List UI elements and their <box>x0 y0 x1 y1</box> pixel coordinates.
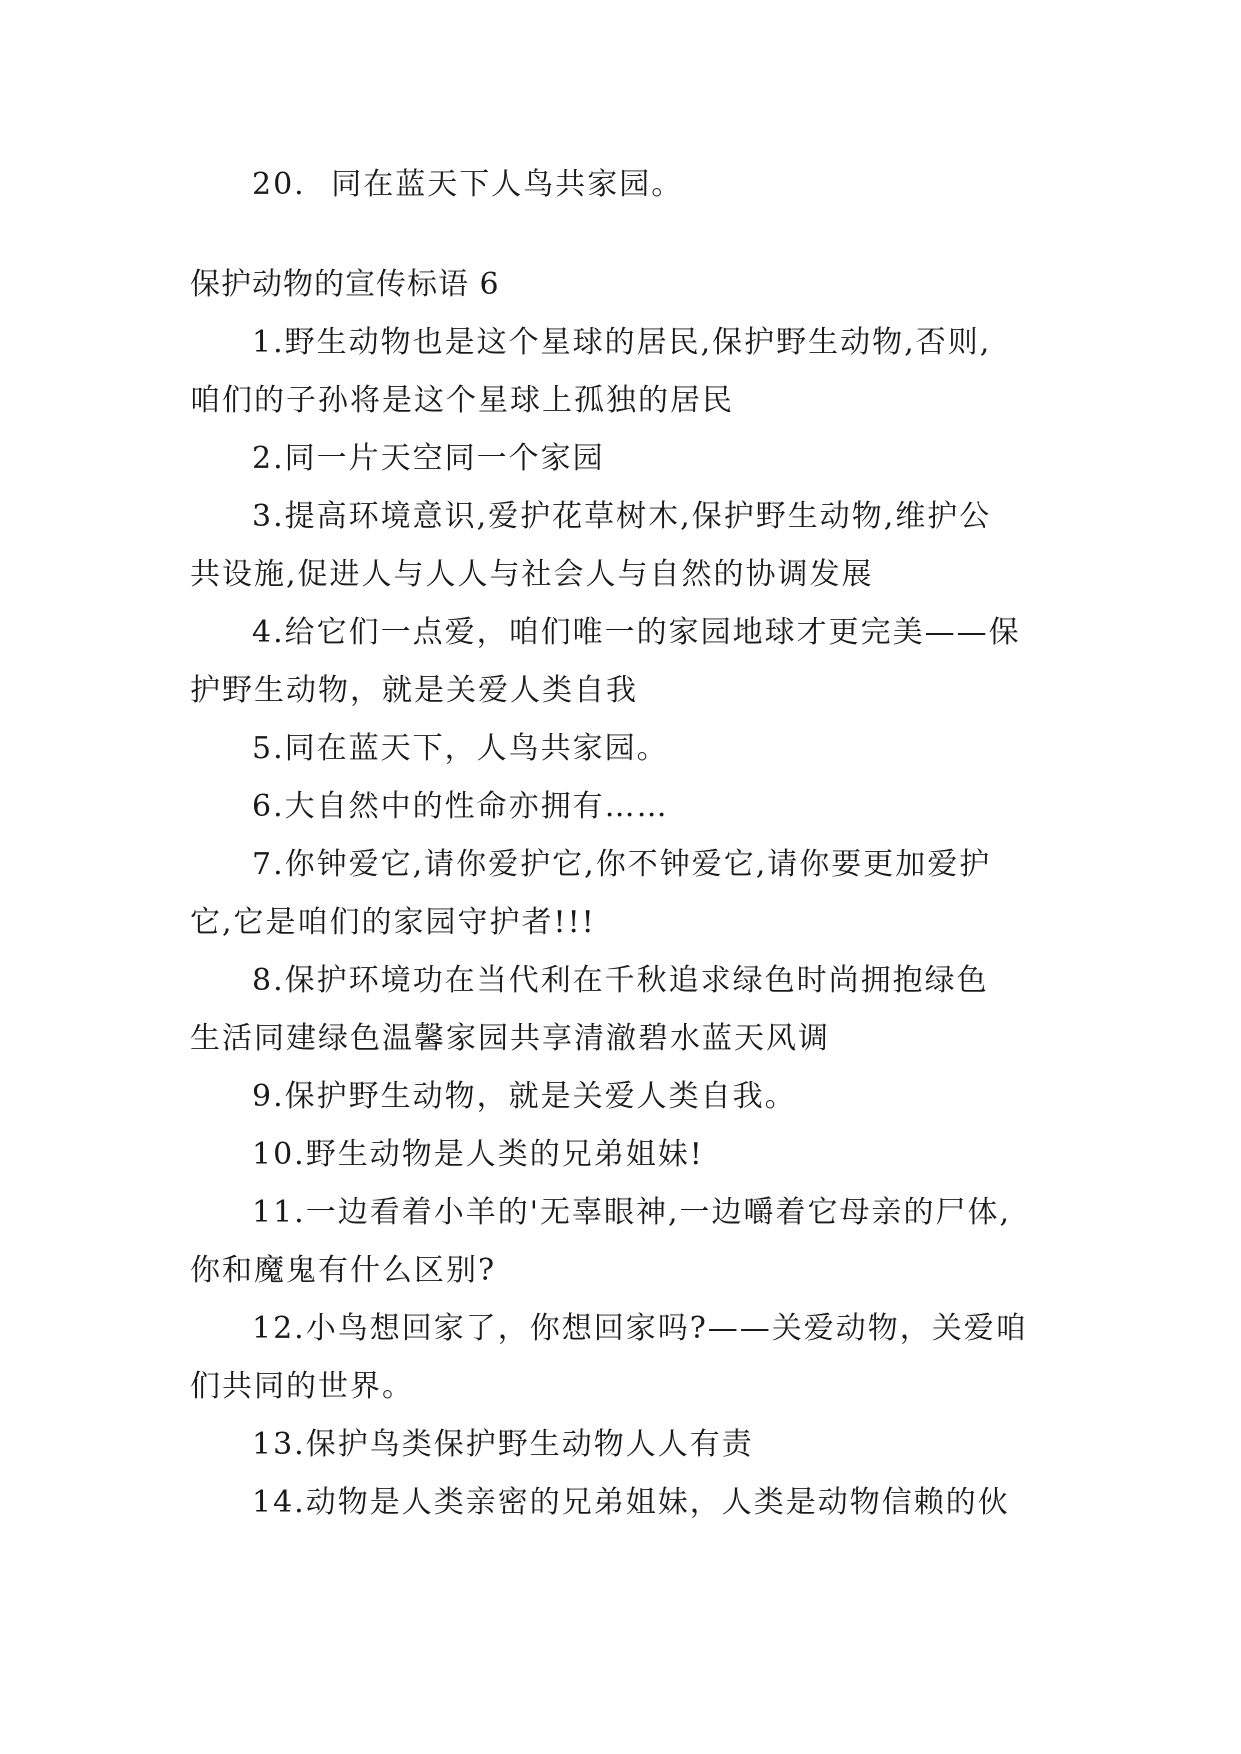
list-item-11-line-2: 你和魔鬼有什么区别? <box>190 1253 497 1288</box>
item-text: 同在蓝天下人鸟共家园。 <box>331 167 684 202</box>
list-item-3-line-1: 3.提高环境意识,爱护花草树木,保护野生动物,维护公 <box>252 499 992 534</box>
list-item-6-line-1: 6.大自然中的性命亦拥有…… <box>252 789 669 824</box>
section-heading: 保护动物的宣传标语 6 <box>190 267 500 302</box>
list-item-13-line-1: 13.保护鸟类保护野生动物人人有责 <box>252 1427 754 1462</box>
list-item-12-line-1: 12.小鸟想回家了，你想回家吗?——关爱动物，关爱咱 <box>252 1311 1028 1346</box>
item-number: 20. <box>252 167 306 202</box>
list-item-4-line-2: 护野生动物，就是关爱人类自我 <box>190 673 638 708</box>
list-item-10-line-1: 10.野生动物是人类的兄弟姐妹! <box>252 1137 704 1172</box>
list-item-1-line-2: 咱们的子孙将是这个星球上孤独的居民 <box>190 383 734 418</box>
list-item-9-line-1: 9.保护野生动物，就是关爱人类自我。 <box>252 1079 797 1114</box>
list-item-11-line-1: 11.一边看着小羊的'无辜眼神,一边嚼着它母亲的尸体, <box>252 1195 1012 1230</box>
list-item-14-line-1: 14.动物是人类亲密的兄弟姐妹，人类是动物信赖的伙 <box>252 1485 1010 1520</box>
list-item-4-line-1: 4.给它们一点爱，咱们唯一的家园地球才更完美——保 <box>252 615 1021 650</box>
list-item-1-line-1: 1.野生动物也是这个星球的居民,保护野生动物,否则, <box>252 325 992 360</box>
list-item-2-line-1: 2.同一片天空同一个家园 <box>252 441 605 476</box>
list-item-8-line-2: 生活同建绿色温馨家园共享清澈碧水蓝天风调 <box>190 1021 830 1056</box>
list-item-3-line-2: 共设施,促进人与人人与社会人与自然的协调发展 <box>190 557 874 592</box>
list-item-7-line-2: 它,它是咱们的家园守护者!!! <box>190 905 596 940</box>
list-item-7-line-1: 7.你钟爱它,请你爱护它,你不钟爱它,请你要更加爱护 <box>252 847 992 882</box>
list-item-20 <box>252 165 683 205</box>
list-item-8-line-1: 8.保护环境功在当代利在千秋追求绿色时尚拥抱绿色 <box>252 963 989 998</box>
list-item-12-line-2: 们共同的世界。 <box>190 1369 414 1404</box>
list-item-5-line-1: 5.同在蓝天下，人鸟共家园。 <box>252 731 669 766</box>
